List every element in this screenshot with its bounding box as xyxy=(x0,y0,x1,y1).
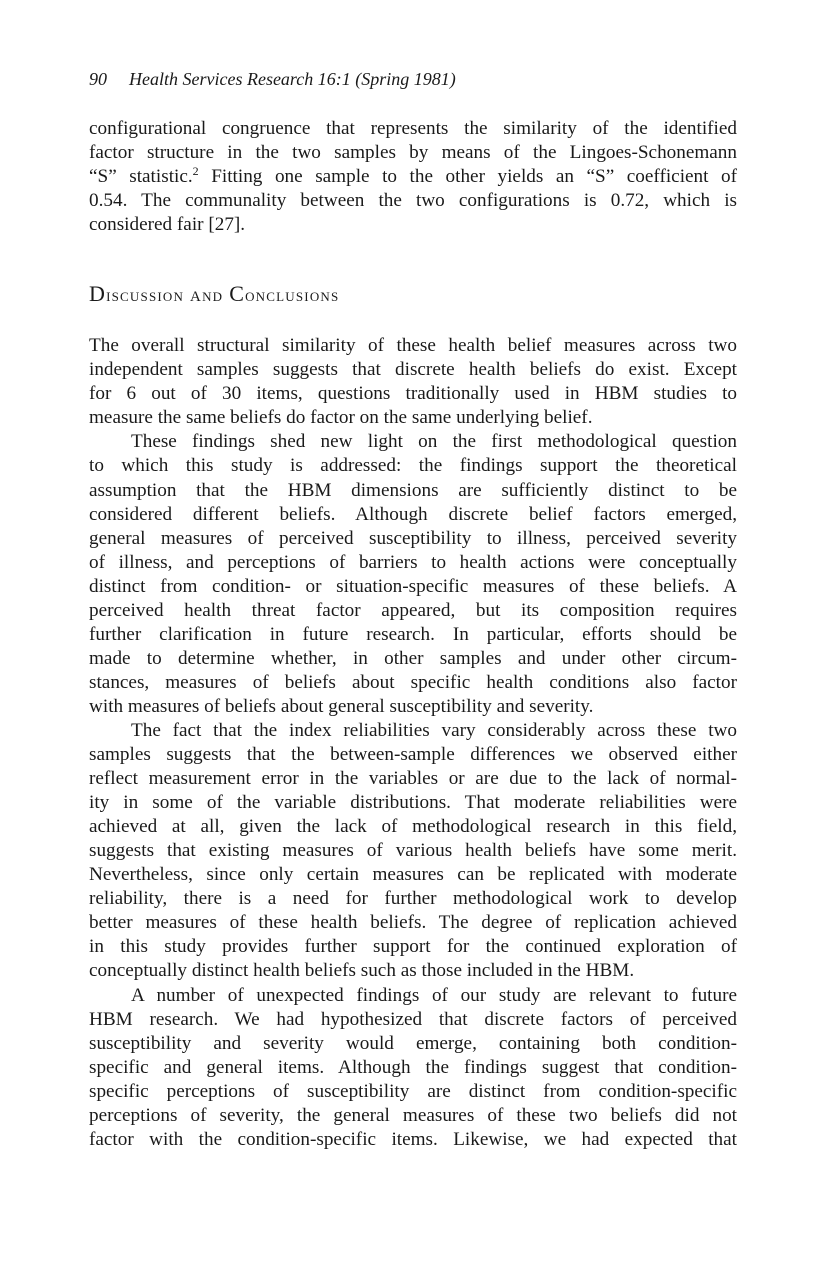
section-heading xyxy=(89,281,737,309)
text-line: in this study provides further support for the continued exploration of xyxy=(89,936,737,958)
body-text xyxy=(89,334,737,1152)
paragraph xyxy=(89,430,737,719)
text-line: Nevertheless, since only certain measures can be replicated with moderate xyxy=(89,864,737,886)
text-line: 0.54. The communality between the two configurations is 0.72, which is xyxy=(89,190,737,212)
text-line: measure the same beliefs do factor on the same underlying belief. xyxy=(89,407,593,429)
paragraph xyxy=(89,719,737,984)
text-line: with measures of beliefs about general susceptibility and severity. xyxy=(89,695,594,717)
text-line: distinct from condition- or situation-specific measures of these beliefs. A xyxy=(89,575,737,597)
running-head xyxy=(89,66,737,92)
text-line: assumption that the HBM dimensions are sufficiently distinct to be xyxy=(89,479,737,501)
text-line: suggests that existing measures of various health beliefs have some merit. xyxy=(89,840,737,862)
text-line: made to determine whether, in other samples and under other circum- xyxy=(89,647,737,669)
text-line: susceptibility and severity would emerge, containing both condition- xyxy=(89,1032,737,1054)
text-line: better measures of these health beliefs. The degree of replication achieved xyxy=(89,912,737,934)
paragraph xyxy=(89,334,737,430)
text-line: achieved at all, given the lack of methodological research in this field, xyxy=(89,816,737,838)
journal-page xyxy=(89,66,737,1152)
text-line: further clarification in future research. In particular, efforts should be xyxy=(89,623,737,645)
text-line: factor structure in the two samples by means of the Lingoes-Schonemann xyxy=(89,142,737,164)
text-line: for 6 out of 30 items, questions traditionally used in HBM studies to xyxy=(89,383,737,405)
text-line: conceptually distinct health beliefs such as those included in the HBM. xyxy=(89,960,635,982)
text-line: reliability, there is a need for further methodological work to develop xyxy=(89,888,737,910)
page-number: 90 xyxy=(89,69,107,89)
text-line: considered fair [27]. xyxy=(89,214,246,236)
text-line: stances, measures of beliefs about specific health conditions also factor xyxy=(89,671,737,693)
text-line: ity in some of the variable distributions. That moderate reliabilities were xyxy=(89,792,737,814)
text-line: HBM research. We had hypothesized that discrete factors of perceived xyxy=(89,1008,737,1030)
paragraph xyxy=(89,984,737,1152)
text-line: configurational congruence that represents the similarity of the identified xyxy=(89,118,737,139)
text-line: samples suggests that the between-sample differences we observed either xyxy=(89,744,737,766)
text-line: considered different beliefs. Although discrete belief factors emerged, xyxy=(89,503,737,525)
text-line: The fact that the index reliabilities vary considerably across these two xyxy=(131,719,737,741)
text-line: of illness, and perceptions of barriers to health actions were conceptually xyxy=(89,551,737,573)
section-heading-text: Discussion and Conclusions xyxy=(89,281,340,307)
text-line: factor with the condition-specific items. Likewise, we had expected that xyxy=(89,1128,737,1150)
text-line: perceptions of severity, the general measures of these two beliefs did not xyxy=(89,1104,737,1126)
text-line: perceived health threat factor appeared, but its composition requires xyxy=(89,599,737,621)
journal-citation: Health Services Research 16:1 (Spring 1981) xyxy=(129,69,456,89)
intro-paragraph xyxy=(89,117,737,237)
text-line: to which this study is addressed: the findings support the theoretical xyxy=(89,455,737,477)
text-line: independent samples suggests that discrete health beliefs do exist. Except xyxy=(89,359,737,381)
footnote-marker: 2 xyxy=(192,164,199,179)
text-line: general measures of perceived susceptibility to illness, perceived severity xyxy=(89,527,737,549)
text-line xyxy=(89,165,737,189)
text-line: specific perceptions of susceptibility are distinct from condition-specific xyxy=(89,1080,737,1102)
text-fragment: Fitting one sample to the other yields an “S” coefficient of xyxy=(198,166,737,188)
text-fragment: “S” statistic. xyxy=(89,166,193,188)
text-line: reflect measurement error in the variables or are due to the lack of normal- xyxy=(89,768,737,790)
text-line: A number of unexpected findings of our study are relevant to future xyxy=(131,984,737,1006)
text-line: The overall structural similarity of these health belief measures across two xyxy=(89,335,737,357)
text-line: These findings shed new light on the first methodological question xyxy=(131,431,737,453)
text-line: specific and general items. Although the findings suggest that condition- xyxy=(89,1056,737,1078)
